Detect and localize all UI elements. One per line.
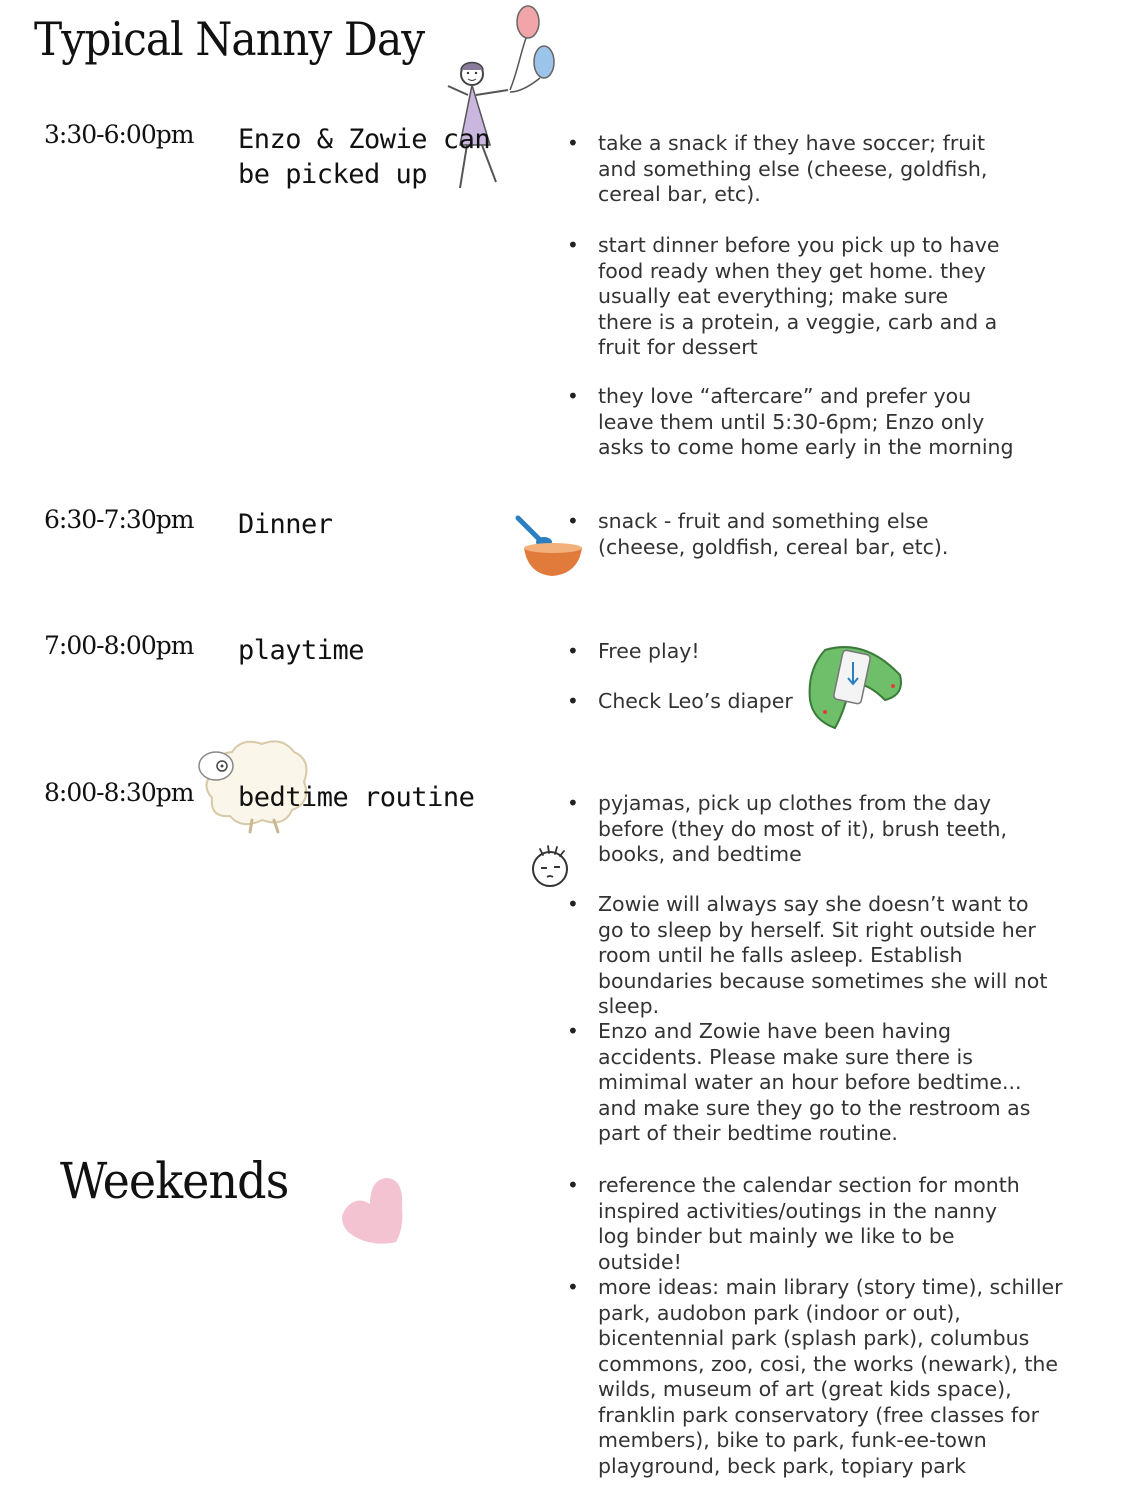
list-item: • snack - fruit and something else (cheese, goldfish, cereal bar, etc). xyxy=(567,509,1087,560)
list-item-text: Check Leo’s diaper xyxy=(598,689,793,713)
list-item-text: Enzo and Zowie have been having accidents. Please make sure there is mimimal water an hour before bedtime... and make sure they go to the restroom as part of their bedtime routine. xyxy=(598,1019,1031,1145)
activity-label xyxy=(238,122,490,192)
list-item-text: start dinner before you pick up to have food ready when they get home. they usually eat everything; make sure there is a protein, a veggie, carb and a fruit for dessert xyxy=(598,233,1000,359)
list-item: • Free play! xyxy=(567,639,1087,665)
activity-line: Dinner xyxy=(238,509,333,540)
list-item: • start dinner before you pick up to have food ready when they get home. they usually eat everything; make sure there is a protein, a veggie, carb and a fruit for dessert xyxy=(567,233,1087,361)
heart-icon xyxy=(338,1172,408,1248)
activity-line: be picked up xyxy=(238,159,428,190)
list-item-text: more ideas: main library (story time), schiller park, audobon park (indoor or out), bicentennial park (splash park), columbus commons, zoo, cosi, the works (newark), the wilds, museum of art (great kids space), franklin park conservatory (free classes for members), bike to park, funk-ee-town playground, beck park, topiary park xyxy=(598,1275,1063,1478)
list-item: • Enzo and Zowie have been having accidents. Please make sure there is mimimal water an hour before bedtime... and make sure they go to the restroom as part of their bedtime routine. xyxy=(567,1019,1087,1147)
list-item: • they love “aftercare” and prefer you leave them until 5:30-6pm; Enzo only asks to come home early in the morning xyxy=(567,384,1087,461)
time-slot: 7:00-8:00pm xyxy=(44,631,194,660)
list-item-text: reference the calendar section for month inspired activities/outings in the nanny log binder but mainly we like to be outside! xyxy=(598,1173,1020,1274)
sleepy-face-icon xyxy=(526,843,574,889)
list-item-text: Zowie will always say she doesn’t want to go to sleep by herself. Sit right outside her room until he falls asleep. Establish boundaries because sometimes she will not sleep. xyxy=(598,892,1048,1018)
list-item-text: they love “aftercare” and prefer you leave them until 5:30-6pm; Enzo only asks to come home early in the morning xyxy=(598,384,1014,459)
list-item: • reference the calendar section for month inspired activities/outings in the nanny log binder but mainly we like to be outside! xyxy=(567,1173,1087,1275)
list-item-text: pyjamas, pick up clothes from the day before (they do most of it), brush teeth, books, and bedtime xyxy=(598,791,1008,866)
list-item: • pyjamas, pick up clothes from the day before (they do most of it), brush teeth, books, and bedtime xyxy=(567,791,1008,866)
list-item-text: Free play! xyxy=(598,639,700,663)
list-item: • more ideas: main library (story time), schiller park, audobon park (indoor or out), bicentennial park (splash park), columbus commons, zoo, cosi, the works (newark), the wilds, museum of art (great kids space), franklin park conservatory (free classes for members), bike to park, funk-ee-town playground, beck park, topiary park xyxy=(567,1275,1087,1479)
activity-line: Enzo & Zowie can xyxy=(238,124,491,155)
page-title: Typical Nanny Day xyxy=(34,12,425,66)
time-slot: 3:30-6:00pm xyxy=(44,120,194,149)
activity-line: playtime xyxy=(238,635,365,666)
list-item: • Zowie will always say she doesn’t want to go to sleep by herself. Sit right outside her room until he falls asleep. Establish boundaries because sometimes she will not sleep. xyxy=(567,892,1087,1020)
list-item: • Check Leo’s diaper xyxy=(567,689,1087,715)
diaper-icon xyxy=(805,640,910,735)
activity-label xyxy=(238,780,474,815)
activity-line: bedtime routine xyxy=(238,782,475,813)
time-slot: 8:00-8:30pm xyxy=(44,778,194,807)
time-slot: 6:30-7:30pm xyxy=(44,505,194,534)
list-item-text: take a snack if they have soccer; fruit and something else (cheese, goldfish, cereal bar, etc). xyxy=(598,131,988,206)
weekends-heading: Weekends xyxy=(60,1152,289,1210)
activity-label xyxy=(238,633,364,668)
list-item-text: snack - fruit and something else (cheese, goldfish, cereal bar, etc). xyxy=(598,509,949,559)
activity-label xyxy=(238,507,333,542)
list-item: • take a snack if they have soccer; fruit and something else (cheese, goldfish, cereal bar, etc). xyxy=(567,131,1087,208)
